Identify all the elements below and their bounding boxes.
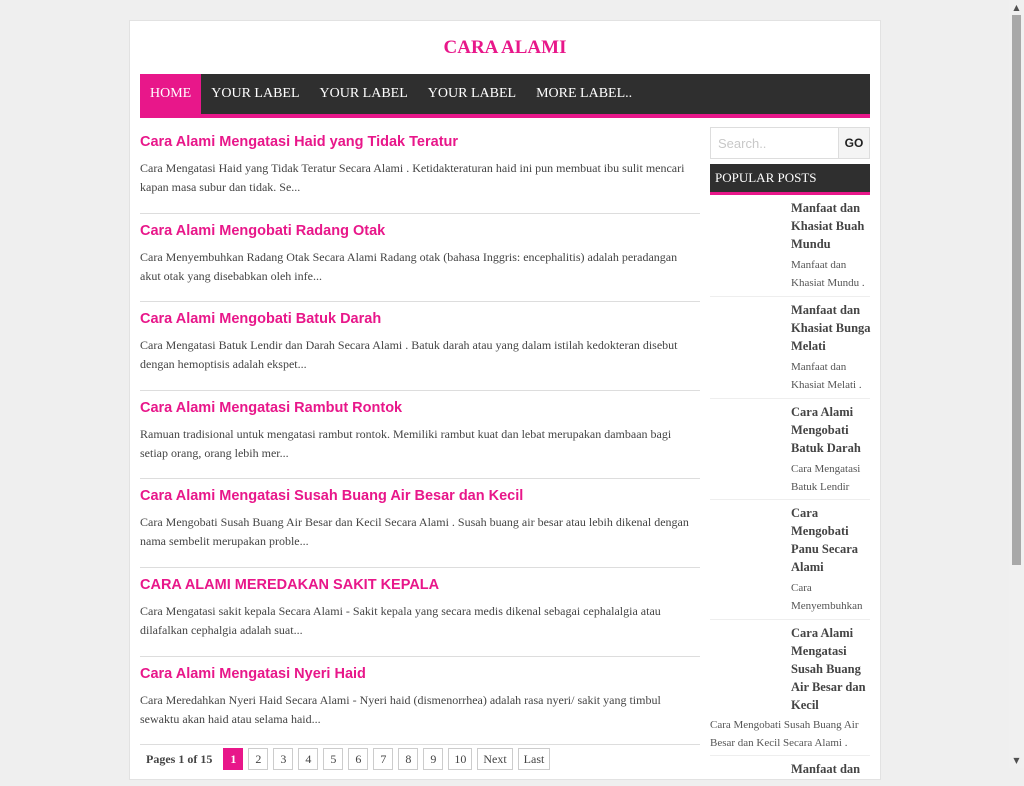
- post-snippet: Cara Mengobati Susah Buang Air Besar dan Kecil Secara Alami . Susah buang air besar atau lebih dikenal dengan nama sembelit merupakan proble...: [140, 515, 689, 549]
- page-container: [129, 20, 881, 780]
- last-page-button[interactable]: Last: [518, 748, 551, 770]
- popular-post-thumbnail[interactable]: [712, 506, 782, 576]
- post-snippet: Cara Mengatasi Haid yang Tidak Teratur Secara Alami . Ketidakteraturan haid ini pun membuat ibu sulit mencari kapan masa subur dan tidak. Se...: [140, 161, 685, 194]
- search-go-button[interactable]: GO: [838, 128, 869, 158]
- page-link[interactable]: 5: [323, 748, 343, 770]
- main-nav: [140, 74, 870, 118]
- popular-post-thumbnail[interactable]: [712, 626, 782, 696]
- scroll-up-arrow-icon[interactable]: ▲: [1013, 3, 1020, 12]
- popular-post-item: [710, 195, 870, 297]
- page-scrollbar[interactable]: [1009, 0, 1024, 768]
- popular-post-title[interactable]: Manfaat dan Khasiat Bunga Melati: [791, 303, 871, 353]
- post-item: [140, 391, 700, 480]
- popular-post-title[interactable]: Manfaat dan Khasiat Buah Mundu: [791, 201, 865, 251]
- post-snippet: Cara Meredahkan Nyeri Haid Secara Alami - Nyeri haid (dismenorrhea) adalah rasa nyeri/ sakit yang timbul sewaktu akan haid atau selama haid...: [140, 692, 661, 726]
- scroll-down-arrow-icon[interactable]: ▼: [1013, 756, 1020, 765]
- site-title[interactable]: CARA ALAMI: [443, 37, 567, 58]
- nav-item-label-2[interactable]: YOUR LABEL: [319, 86, 408, 101]
- post-list: [140, 125, 700, 745]
- popular-post-item: [710, 756, 870, 786]
- nav-item-label-3[interactable]: YOUR LABEL: [427, 86, 517, 101]
- scrollbar-thumb[interactable]: [1012, 15, 1021, 565]
- post-title[interactable]: Cara Alami Mengatasi Haid yang Tidak Teratur: [140, 134, 459, 150]
- sidebar: [710, 127, 870, 786]
- post-item: [140, 302, 700, 391]
- popular-post-snippet: Manfaat dan Khasiat Mundu .: [791, 259, 865, 289]
- post-snippet: Cara Menyembuhkan Radang Otak Secara Alami Radang otak (bahasa Inggris: encephalitis) adalah peradangan akut otak yang disebabkan oleh infe...: [140, 249, 678, 283]
- next-page-button[interactable]: Next: [477, 748, 512, 770]
- post-item: [140, 568, 700, 657]
- pagination: [140, 748, 550, 770]
- post-item: [140, 214, 700, 303]
- page-link[interactable]: 8: [398, 748, 418, 770]
- popular-post-thumbnail[interactable]: [712, 303, 782, 373]
- page-link[interactable]: 6: [348, 748, 368, 770]
- page-link[interactable]: 7: [373, 748, 393, 770]
- nav-item-label-1[interactable]: YOUR LABEL: [211, 86, 300, 101]
- post-snippet: Ramuan tradisional untuk mengatasi rambut rontok. Memiliki rambut kuat dan lebat merupakan dambaan bagi setiap orang, orang lebih mer...: [140, 426, 672, 460]
- post-title[interactable]: Cara Alami Mengatasi Nyeri Haid: [140, 665, 366, 682]
- popular-post-snippet: Manfaat dan Khasiat Melati .: [791, 361, 862, 391]
- post-snippet: Cara Mengatasi sakit kepala Secara Alami - Sakit kepala yang secara medis dikenal sebagai cephalalgia atau dilafalkan cephalgia adalah suat...: [140, 603, 661, 637]
- page-link[interactable]: 3: [273, 748, 293, 770]
- popular-post-snippet: Cara Menyembuhkan: [791, 582, 863, 612]
- nav-item-more-label[interactable]: MORE LABEL..: [536, 86, 633, 101]
- post-item: [140, 125, 700, 214]
- search-input[interactable]: [711, 128, 838, 158]
- search-box: [710, 127, 870, 159]
- popular-post-item: [710, 399, 870, 500]
- page-link[interactable]: 9: [423, 748, 443, 770]
- post-title[interactable]: CARA ALAMI MEREDAKAN SAKIT KEPALA: [140, 576, 440, 593]
- popular-post-snippet: Cara Mengatasi Batuk Lendir: [791, 463, 861, 493]
- popular-post-title[interactable]: Manfaat dan: [791, 762, 861, 776]
- page-link-current[interactable]: 1: [223, 748, 243, 770]
- nav-item-home[interactable]: HOME: [140, 74, 201, 114]
- popular-post-item: [710, 500, 870, 620]
- post-snippet: Cara Mengatasi Batuk Lendir dan Darah Secara Alami . Batuk darah atau yang dalam istilah kedokteran disebut dengan hemoptisis adalah ekspet...: [140, 338, 678, 372]
- page-link[interactable]: 2: [248, 748, 268, 770]
- post-title[interactable]: Cara Alami Mengatasi Rambut Rontok: [140, 399, 403, 416]
- popular-post-item: [710, 620, 870, 756]
- popular-post-title[interactable]: Cara Alami Mengatasi Susah Buang Air Besar dan Kecil: [791, 626, 866, 712]
- popular-post-thumbnail[interactable]: [712, 201, 782, 271]
- popular-posts-heading: POPULAR POSTS: [710, 164, 870, 195]
- popular-post-thumbnail[interactable]: [712, 405, 782, 475]
- popular-post-title[interactable]: Cara Alami Mengobati Batuk Darah: [791, 405, 861, 455]
- post-item: [140, 479, 700, 568]
- page-link[interactable]: 4: [298, 748, 318, 770]
- page-link[interactable]: 10: [448, 748, 472, 770]
- post-title[interactable]: Cara Alami Mengobati Batuk Darah: [140, 311, 382, 328]
- post-item: [140, 657, 700, 746]
- post-title[interactable]: Cara Alami Mengobati Radang Otak: [140, 222, 386, 239]
- popular-post-item: [710, 297, 870, 399]
- pagination-label: Pages 1 of 15: [146, 751, 213, 766]
- post-title[interactable]: Cara Alami Mengatasi Susah Buang Air Besar dan Kecil: [140, 488, 524, 505]
- popular-post-snippet: Cara Mengobati Susah Buang Air Besar dan Kecil Secara Alami .: [710, 719, 859, 749]
- popular-post-title[interactable]: Cara Mengobati Panu Secara Alami: [791, 506, 859, 574]
